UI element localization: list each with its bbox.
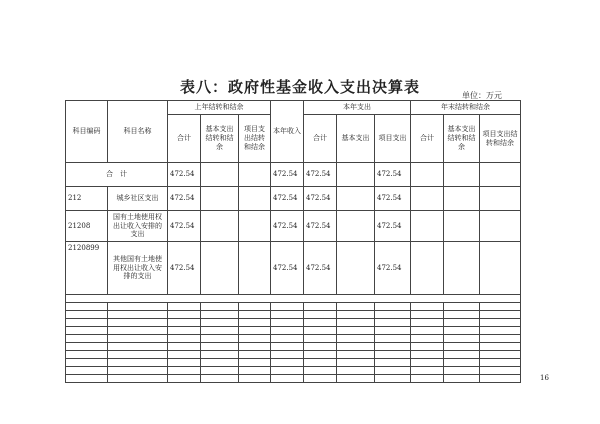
- header-end-balance: 年末结转和结余: [411, 101, 521, 115]
- fund-budget-table: [65, 100, 521, 383]
- header-prev-total: 合计: [168, 115, 201, 163]
- cell-prev-total: 472.54: [168, 163, 201, 187]
- cell-exp-project: 472.54: [375, 242, 411, 295]
- row-code: 2120899: [66, 242, 108, 295]
- header-expenditure: 本年支出: [304, 101, 411, 115]
- table-row: [66, 211, 521, 242]
- header-exp-total: 合计: [304, 115, 337, 163]
- table-row-total: [66, 163, 521, 187]
- cell-exp-project: 472.54: [375, 187, 411, 211]
- cell-income: 472.54: [271, 242, 304, 295]
- row-name: 国有土地使用权出让收入安排的支出: [108, 211, 168, 242]
- empty-row: [66, 335, 521, 343]
- header-end-basic: 基本支出结转和结余: [444, 115, 480, 163]
- row-name: 城乡社区支出: [108, 187, 168, 211]
- empty-row: [66, 303, 521, 311]
- cell-income: 472.54: [271, 187, 304, 211]
- row-code: 212: [66, 187, 108, 211]
- table-row: [66, 242, 521, 295]
- unit-label: 单位：万元: [462, 91, 502, 100]
- cell-prev-total: 472.54: [168, 211, 201, 242]
- header-income: 本年收入: [271, 101, 304, 163]
- empty-row: [66, 327, 521, 335]
- header-end-total: 合计: [411, 115, 444, 163]
- cell-exp-total: 472.54: [304, 242, 337, 295]
- cell-exp-project: 472.54: [375, 211, 411, 242]
- empty-row: [66, 359, 521, 367]
- cell-exp-total: 472.54: [304, 211, 337, 242]
- header-exp-project: 项目支出: [375, 115, 411, 163]
- cell-exp-total: 472.54: [304, 163, 337, 187]
- cell-prev-total: 472.54: [168, 242, 201, 295]
- empty-row: [66, 311, 521, 319]
- page-title: 表八：政府性基金收入支出决算表: [179, 78, 420, 96]
- cell-income: 472.54: [271, 211, 304, 242]
- header-prev-basic: 基本支出结转和结余: [201, 115, 239, 163]
- page-number: 16: [540, 374, 549, 382]
- header-prev-balance: 上年结转和结余: [168, 101, 271, 115]
- header-exp-basic: 基本支出: [337, 115, 375, 163]
- header-row-1: [66, 101, 521, 115]
- cell-income: 472.54: [271, 163, 304, 187]
- empty-row: [66, 319, 521, 327]
- header-end-project: 项目支出结转和结余: [480, 115, 521, 163]
- empty-row: [66, 375, 521, 383]
- cell-exp-total: 472.54: [304, 187, 337, 211]
- row-name: 合 计: [66, 163, 168, 187]
- empty-row: [66, 351, 521, 359]
- cell-prev-total: 472.54: [168, 187, 201, 211]
- header-name: 科目名称: [108, 101, 168, 163]
- header-prev-project: 项目支出结转和结余: [239, 115, 271, 163]
- row-code: 21208: [66, 211, 108, 242]
- table-row: [66, 187, 521, 211]
- empty-row: [66, 343, 521, 351]
- cell-exp-project: 472.54: [375, 163, 411, 187]
- row-name: 其他国有土地使用权出让收入安排的支出: [108, 242, 168, 295]
- empty-row: [66, 367, 521, 375]
- empty-row: [66, 295, 521, 303]
- header-code: 科目编码: [66, 101, 108, 163]
